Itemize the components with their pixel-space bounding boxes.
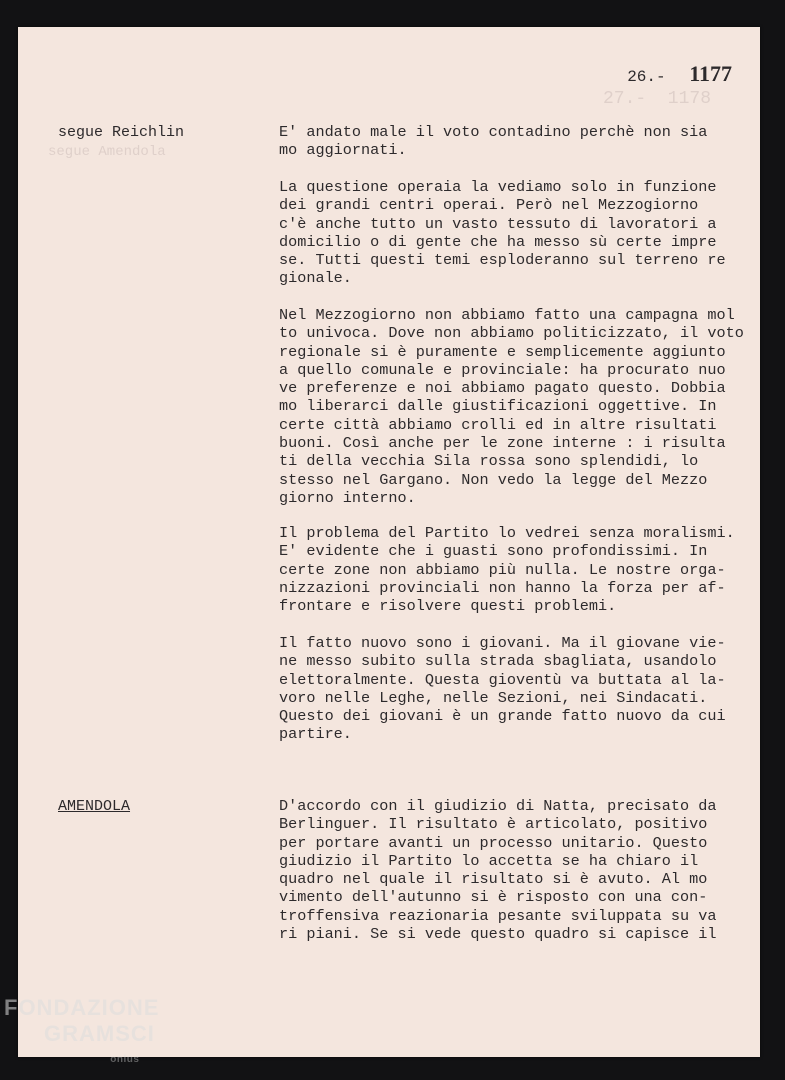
text-line: troffensiva reazionaria pesante sviluppata su va: [279, 906, 717, 925]
text-line: nizzazioni provinciali non hanno la forza per af-: [279, 578, 726, 597]
text-line: D'accordo con il giudizio di Natta, precisato da: [279, 797, 717, 815]
text-line: c'è anche tutto un vasto tessuto di lavoratori a: [279, 214, 717, 233]
text-line: vimento dell'autunno si è risposto con una con-: [279, 888, 708, 907]
paragraph: [279, 178, 749, 288]
paragraph: [279, 634, 749, 744]
paragraph: [279, 524, 749, 615]
text-line: stesso nel Gargano. Non vedo la legge del Mezzo: [279, 470, 708, 489]
speaker-label: segue Reichlin: [58, 124, 185, 141]
text-line: dei grandi centri operai. Però nel Mezzogiorno: [279, 196, 699, 215]
text-line: a quello comunale e provinciale: ha procurato nuo: [279, 360, 726, 379]
text-line: Il problema del Partito lo vedrei senza moralismi.: [279, 524, 735, 542]
text-line: ri piani. Se si vede questo quadro si capisce il: [279, 925, 717, 944]
text-line: mo liberarci dalle giustificazioni oggettive. In: [279, 397, 717, 416]
watermark-line: onlus: [110, 1054, 140, 1065]
text-line: buoni. Così anche per le zone interne : i risulta: [279, 434, 726, 453]
text-line: frontare e risolvere questi problemi.: [279, 597, 617, 616]
text-line: certe zone non abbiamo più nulla. Le nostre orga-: [279, 560, 726, 579]
text-line: giudizio il Partito lo accetta se ha chiaro il: [279, 851, 699, 870]
page-header: [627, 61, 732, 87]
watermark-line: GRAMSCI: [44, 1021, 155, 1046]
text-line: elettoralmente. Questa gioventù va buttata al la-: [279, 670, 726, 689]
watermark-line: FONDAZIONE: [4, 995, 160, 1020]
text-line: giorno interno.: [279, 488, 416, 507]
text-line: ti della vecchia Sila rossa sono splendidi, lo: [279, 452, 699, 471]
text-line: partire.: [279, 725, 352, 744]
bleed-through-text: 27.- 1178: [603, 89, 712, 109]
text-line: se. Tutti questi temi esploderanno sul terreno re: [279, 251, 726, 270]
text-line: ne messo subito sulla strada sbagliata, usandolo: [279, 652, 717, 671]
text-line: certe città abbiamo crolli ed in altre risultati: [279, 415, 717, 434]
text-line: Berlinguer. Il risultato è articolato, positivo: [279, 815, 708, 834]
page-label: 26.-: [627, 68, 666, 86]
paragraph: [279, 797, 749, 943]
text-line: to univoca. Dove non abbiamo politicizzato, il voto: [279, 324, 744, 343]
text-line: regionale si è puramente e semplicemente aggiunto: [279, 342, 726, 361]
document-page: [18, 27, 760, 1057]
text-line: domicilio o di gente che ha messo sù certe impre: [279, 232, 717, 251]
text-line: Questo dei giovani è un grande fatto nuovo da cui: [279, 707, 726, 726]
page-number: 1177: [689, 61, 732, 86]
text-line: E' evidente che i guasti sono profondissimi. In: [279, 542, 708, 561]
text-line: ve preferenze e noi abbiamo pagato questo. Dobbia: [279, 379, 726, 398]
speaker-label: AMENDOLA: [58, 798, 131, 815]
text-line: Nel Mezzogiorno non abbiamo fatto una campagna mol: [279, 306, 735, 324]
text-line: voro nelle Leghe, nelle Sezioni, nei Sindacati.: [279, 688, 708, 707]
fondazione-gramsci-watermark: [4, 995, 159, 1073]
text-line: quadro nel quale il risultato si è avuto. Al mo: [279, 870, 708, 889]
paragraph: [279, 123, 749, 160]
text-line: per portare avanti un processo unitario. Questo: [279, 833, 708, 852]
text-line: La questione operaia la vediamo solo in funzione: [279, 178, 717, 196]
paragraph: [279, 306, 749, 507]
text-line: Il fatto nuovo sono i giovani. Ma il giovane vie-: [279, 634, 726, 652]
bleed-through-text: segue Amendola: [48, 144, 166, 160]
text-line: mo aggiornati.: [279, 141, 407, 160]
text-line: gionale.: [279, 269, 352, 288]
text-line: E' andato male il voto contadino perchè non sia: [279, 123, 708, 141]
